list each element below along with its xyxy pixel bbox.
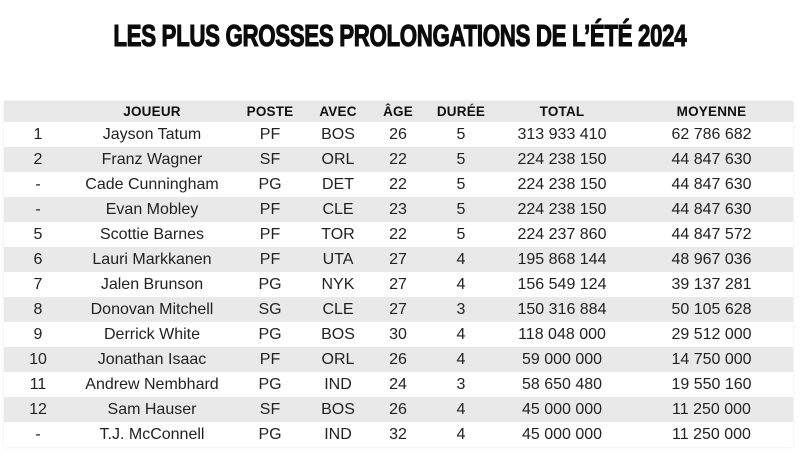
table-row (4, 297, 793, 322)
cell-moyenne: 29 512 000 (671, 325, 752, 343)
cell-duree: 5 (456, 150, 466, 168)
cell-rank: 8 (33, 300, 43, 318)
cell-total: 224 238 150 (517, 200, 607, 218)
cell-poste: PG (258, 375, 282, 393)
table-row (4, 122, 793, 147)
cell-poste: PF (259, 250, 281, 268)
page-title: LES PLUS GROSSES PROLONGATIONS DE L’ÉTÉ 2024 (113, 18, 687, 53)
table-row (4, 347, 793, 372)
cell-age: 22 (389, 150, 407, 168)
cell-poste: PF (259, 350, 281, 368)
cell-joueur: Donovan Mitchell (90, 300, 214, 318)
table-row (4, 222, 793, 247)
cell-duree: 5 (456, 225, 466, 243)
cell-duree: 5 (456, 125, 466, 143)
cell-joueur: Derrick White (103, 325, 200, 343)
cell-rank: 7 (33, 275, 43, 293)
cell-total: 313 933 410 (517, 125, 607, 143)
cell-moyenne: 39 137 281 (671, 275, 752, 293)
cell-age: 24 (389, 375, 407, 393)
table-header-row (4, 101, 793, 122)
cell-rank: - (35, 175, 41, 193)
cell-moyenne: 14 750 000 (671, 350, 752, 368)
cell-moyenne: 11 250 000 (672, 425, 751, 443)
cell-joueur: Jayson Tatum (102, 125, 202, 143)
cell-total: 195 868 144 (517, 250, 607, 268)
cell-poste: PF (259, 225, 281, 243)
cell-age: 22 (389, 225, 407, 243)
cell-avec: CLE (322, 300, 354, 318)
col-header-age: ÂGE (383, 103, 413, 119)
extensions-table (4, 101, 793, 447)
cell-total: 224 238 150 (517, 175, 607, 193)
cell-rank: 10 (29, 350, 47, 368)
cell-moyenne: 44 847 630 (671, 150, 752, 168)
col-header-duree: DURÉE (436, 103, 486, 119)
cell-duree: 4 (456, 400, 466, 418)
cell-rank: 11 (29, 375, 47, 393)
table-row (4, 147, 793, 172)
cell-moyenne: 44 847 630 (671, 200, 752, 218)
cell-avec: IND (324, 375, 352, 393)
cell-avec: NYK (321, 275, 355, 293)
cell-joueur: Cade Cunningham (85, 175, 219, 193)
cell-moyenne: 44 847 630 (671, 175, 752, 193)
cell-total: 45 000 000 (521, 400, 603, 418)
cell-poste: PF (259, 200, 281, 218)
cell-avec: TOR (321, 225, 355, 243)
cell-avec: BOS (321, 400, 355, 418)
cell-moyenne: 11 250 000 (672, 400, 751, 418)
cell-total: 58 650 480 (521, 375, 603, 393)
cell-duree: 5 (456, 200, 466, 218)
cell-rank: - (35, 425, 41, 443)
table-row (4, 272, 793, 297)
cell-joueur: Jalen Brunson (100, 275, 204, 293)
table-row (4, 372, 793, 397)
cell-rank: 2 (33, 150, 43, 168)
col-header-avec: AVEC (319, 103, 357, 119)
table-row (4, 247, 793, 272)
cell-age: 22 (389, 175, 407, 193)
col-header-total: TOTAL (539, 103, 585, 119)
cell-total: 150 316 884 (517, 300, 607, 318)
cell-poste: PF (259, 125, 281, 143)
cell-moyenne: 19 550 160 (671, 375, 752, 393)
cell-age: 27 (389, 275, 407, 293)
cell-total: 45 000 000 (521, 425, 603, 443)
cell-rank: 6 (33, 250, 43, 268)
col-header-poste: POSTE (246, 103, 294, 119)
cell-moyenne: 44 847 572 (671, 225, 752, 243)
cell-joueur: T.J. McConnell (99, 425, 205, 443)
cell-rank: 12 (29, 400, 47, 418)
table-body (4, 122, 793, 447)
cell-total: 224 238 150 (517, 150, 607, 168)
cell-duree: 3 (456, 300, 466, 318)
cell-age: 32 (389, 425, 407, 443)
cell-rank: 9 (33, 325, 43, 343)
cell-moyenne: 50 105 628 (671, 300, 752, 318)
col-header-joueur: JOUEUR (123, 103, 181, 119)
cell-poste: PG (258, 175, 282, 193)
cell-total: 224 237 860 (517, 225, 607, 243)
cell-joueur: Scottie Barnes (99, 225, 205, 243)
cell-joueur: Evan Mobley (105, 200, 199, 218)
cell-poste: SF (259, 150, 281, 168)
table-row (4, 322, 793, 347)
cell-poste: SF (259, 400, 281, 418)
cell-age: 27 (389, 250, 407, 268)
cell-avec: BOS (321, 325, 355, 343)
cell-rank: 1 (33, 125, 43, 143)
cell-age: 23 (389, 200, 407, 218)
cell-poste: PG (258, 275, 282, 293)
cell-avec: BOS (321, 125, 355, 143)
title-bar (0, 19, 800, 52)
cell-joueur: Sam Hauser (107, 400, 197, 418)
cell-total: 156 549 124 (517, 275, 607, 293)
cell-poste: SG (258, 300, 282, 318)
col-header-moyenne: MOYENNE (676, 103, 747, 119)
cell-poste: PG (258, 425, 282, 443)
cell-total: 118 048 000 (518, 325, 606, 343)
cell-duree: 4 (456, 325, 466, 343)
cell-avec: UTA (322, 250, 354, 268)
cell-avec: ORL (321, 150, 355, 168)
cell-joueur: Jonathan Isaac (97, 350, 207, 368)
cell-duree: 5 (456, 175, 466, 193)
cell-duree: 4 (456, 350, 466, 368)
table-row (4, 172, 793, 197)
cell-total: 59 000 000 (521, 350, 603, 368)
cell-rank: 5 (33, 225, 43, 243)
cell-poste: PG (258, 325, 282, 343)
cell-moyenne: 48 967 036 (671, 250, 752, 268)
cell-avec: DET (322, 175, 354, 193)
cell-age: 27 (389, 300, 407, 318)
table-row (4, 197, 793, 222)
cell-moyenne: 62 786 682 (671, 125, 752, 143)
cell-rank: - (35, 200, 41, 218)
cell-age: 30 (389, 325, 407, 343)
cell-duree: 4 (456, 250, 466, 268)
cell-duree: 4 (456, 275, 466, 293)
cell-duree: 3 (456, 375, 466, 393)
cell-joueur: Andrew Nembhard (85, 375, 219, 393)
cell-joueur: Lauri Markkanen (92, 250, 212, 268)
cell-age: 26 (389, 400, 407, 418)
cell-age: 26 (389, 125, 407, 143)
cell-joueur: Franz Wagner (101, 150, 203, 168)
cell-avec: ORL (321, 350, 355, 368)
table-row (4, 422, 793, 447)
cell-age: 26 (389, 350, 407, 368)
cell-duree: 4 (456, 425, 466, 443)
table-row (4, 397, 793, 422)
cell-avec: CLE (322, 200, 354, 218)
cell-avec: IND (324, 425, 352, 443)
